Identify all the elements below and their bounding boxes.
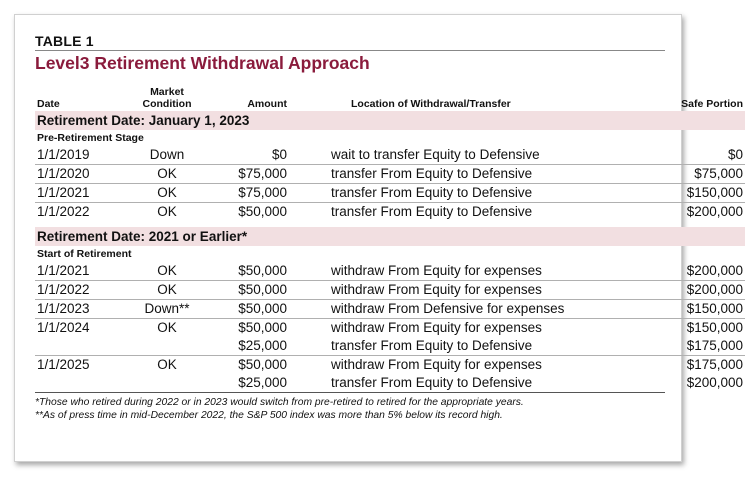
row-location: withdraw From Equity for expenses: [289, 319, 653, 338]
row-condition: [119, 374, 215, 392]
row-safe-portion: $200,000: [686, 375, 743, 390]
header-date: Date: [37, 98, 60, 110]
row-amount: $25,000: [238, 338, 287, 353]
table-row: [35, 356, 745, 375]
row-date: 1/1/2022: [35, 281, 119, 300]
stage-label: Start of Retirement: [37, 248, 132, 260]
row-location: withdraw From Equity for expenses: [289, 356, 653, 375]
row-condition: OK: [119, 281, 215, 300]
row-amount: $75,000: [215, 184, 289, 203]
row-condition: OK: [157, 263, 177, 278]
table-card: [14, 14, 743, 462]
row-location: withdraw From Defensive for expenses: [289, 300, 653, 319]
row-amount: $50,000: [238, 263, 287, 278]
row-amount: $50,000: [215, 281, 289, 300]
row-amount: $50,000: [215, 319, 289, 338]
header-condition-line1: Market: [150, 86, 184, 98]
row-safe-portion: $200,000: [686, 263, 743, 278]
bottom-rule: [35, 392, 665, 393]
row-condition: Down**: [119, 300, 215, 319]
row-location: wait to transfer Equity to Defensive: [331, 147, 540, 162]
table-row: [35, 165, 745, 184]
row-condition: Down: [149, 147, 185, 162]
header-condition: [119, 86, 215, 111]
table-title: Level3 Retirement Withdrawal Approach: [35, 53, 370, 73]
row-location: transfer From Equity to Defensive: [331, 375, 533, 390]
row-amount: $50,000: [215, 300, 289, 319]
table-number: TABLE 1: [35, 33, 94, 49]
header-location: Location of Withdrawal/Transfer: [351, 98, 511, 110]
row-amount: $25,000: [238, 375, 287, 390]
section-heading: Retirement Date: 2021 or Earlier*: [35, 227, 745, 246]
row-location: transfer From Equity to Defensive: [331, 338, 533, 353]
row-safe-portion: $150,000: [653, 300, 745, 319]
stage-label: Pre-Retirement Stage: [37, 132, 144, 144]
row-date: [35, 374, 119, 392]
table-row: [35, 262, 745, 281]
header-safe-portion: Safe Portion: [681, 98, 743, 110]
row-condition: OK: [119, 356, 215, 375]
table-container: [35, 33, 743, 422]
footnote-1: *Those who retired during 2022 or in 2023 would switch from pre-retired to retired for the appropriate years.: [35, 397, 524, 408]
row-safe-portion: $75,000: [653, 165, 745, 184]
row-amount: $0: [271, 147, 287, 162]
row-date: 1/1/2021: [37, 263, 90, 278]
row-location: withdraw From Equity for expenses: [289, 281, 653, 300]
row-amount: $75,000: [215, 165, 289, 184]
row-date: 1/1/2021: [35, 184, 119, 203]
row-date: 1/1/2023: [35, 300, 119, 319]
header-row: [35, 86, 745, 111]
section-heading-row: [35, 111, 745, 130]
footnote-2: **As of press time in mid-December 2022, the S&P 500 index was more than 5% below its record high.: [35, 410, 503, 421]
row-location: transfer From Equity to Defensive: [289, 165, 653, 184]
footnotes: [35, 396, 665, 422]
row-location: withdraw From Equity for expenses: [331, 263, 542, 278]
stage-row: [35, 130, 745, 146]
row-date: 1/1/2020: [35, 165, 119, 184]
row-safe-portion: $175,000: [686, 338, 743, 353]
section-heading: Retirement Date: January 1, 2023: [35, 111, 745, 130]
row-safe-portion: $150,000: [653, 184, 745, 203]
table-row: [35, 374, 745, 392]
row-safe-portion: $200,000: [653, 281, 745, 300]
row-date: 1/1/2025: [35, 356, 119, 375]
table-body: [35, 111, 745, 392]
table-row: [35, 146, 745, 165]
row-condition: OK: [119, 184, 215, 203]
row-safe-portion: $200,000: [653, 203, 745, 222]
row-safe-portion: $175,000: [653, 356, 745, 375]
table-row: [35, 319, 745, 338]
table-row: [35, 184, 745, 203]
row-date: 1/1/2024: [35, 319, 119, 338]
table-row: [35, 300, 745, 319]
header-amount: Amount: [247, 98, 287, 110]
header-condition-line2: Condition: [142, 98, 192, 110]
table-row: [35, 281, 745, 300]
table-row: [35, 203, 745, 222]
row-safe-portion: $0: [727, 147, 743, 162]
row-location: transfer From Equity to Defensive: [289, 203, 653, 222]
row-safe-portion: $150,000: [653, 319, 745, 338]
row-date: [35, 337, 119, 356]
row-date: 1/1/2019: [37, 147, 90, 162]
row-amount: $50,000: [215, 356, 289, 375]
row-location: transfer From Equity to Defensive: [289, 184, 653, 203]
stage-row: [35, 246, 745, 262]
row-condition: OK: [119, 203, 215, 222]
row-amount: $50,000: [215, 203, 289, 222]
row-condition: [119, 337, 215, 356]
top-rule: [35, 50, 665, 51]
row-condition: OK: [119, 165, 215, 184]
row-condition: OK: [119, 319, 215, 338]
withdrawal-table: [35, 86, 745, 392]
row-date: 1/1/2022: [35, 203, 119, 222]
table-row: [35, 337, 745, 356]
section-heading-row: [35, 227, 745, 246]
